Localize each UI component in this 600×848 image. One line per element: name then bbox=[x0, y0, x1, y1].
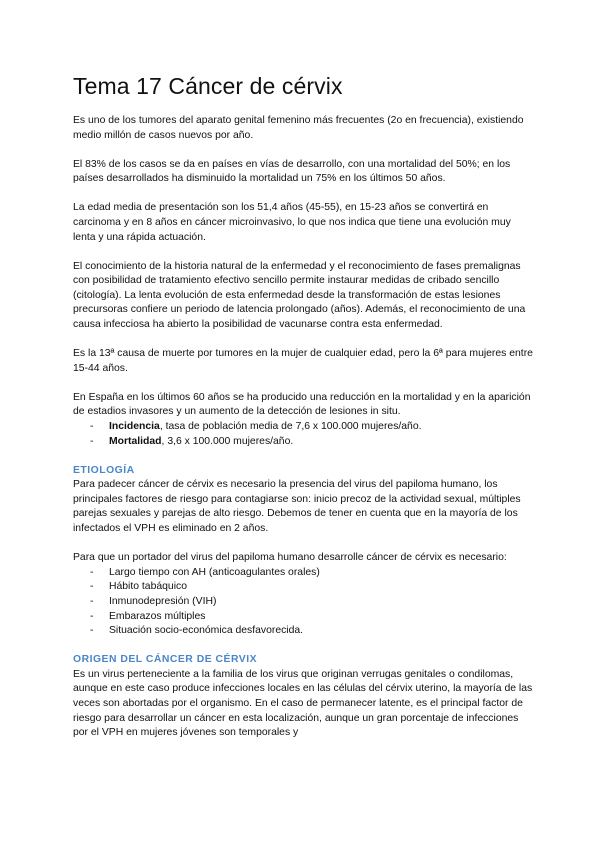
list-item-term: Mortalidad bbox=[109, 435, 162, 447]
natural-history-paragraph: El conocimiento de la historia natural de la enfermedad y el reconocimiento de fases premalignas con posibilidad de tratamiento efectivo sencillo permite instaurar medidas de cribado sencillo (citología). La lenta evolución de esta enfermedad desde la transformación de estas lesiones precursoras confiere un periodo de latencia prolongado (años). Además, el reconocimiento de una causa infecciosa ha abierto la posibilidad de vacunarse contra esta enfermedad. bbox=[73, 260, 526, 331]
risk-factors-list bbox=[73, 566, 535, 639]
list-item: - Largo tiempo con AH (anticoagulantes orales) bbox=[73, 566, 535, 581]
list-item: - Situación socio-económica desfavorecida. bbox=[73, 624, 535, 639]
stats-list bbox=[73, 420, 535, 449]
list-item: - Inmunodepresión (VIH) bbox=[73, 595, 535, 610]
document-page bbox=[73, 72, 535, 755]
list-item: - Embarazos múltiples bbox=[73, 610, 535, 625]
age-paragraph: La edad media de presentación son los 51,4 años (45-55), en 15-23 años se convertirá en carcinoma y en 8 años en cáncer microinvasivo, lo que nos indica que tiene una evolución muy lenta y una rápida actuación. bbox=[73, 202, 511, 243]
origen-paragraph: Es un virus perteneciente a la familia de los virus que originan verrugas genitales o condilomas, aunque en este caso produce infecciones locales en las células del cérvix uterino, la mayoría de las veces son abortadas por el organismo. En el caso de permanecer latente, es el principal factor de riesgo para desarrollar un cáncer en esta localización, aunque un gran porcentaje de infecciones por el VPH en mujeres jóvenes son temporales y bbox=[73, 668, 533, 739]
list-item-text: , 3,6 x 100.000 mujeres/año. bbox=[161, 435, 294, 447]
statistics-paragraph: El 83% de los casos se da en países en vías de desarrollo, con una mortalidad del 50%; en los países desarrollados ha disminuido la mortalidad un 75% en los últimos 50 años. bbox=[73, 158, 511, 185]
list-item-text: , tasa de población media de 7,6 x 100.000 mujeres/año. bbox=[159, 421, 422, 432]
intro-paragraph: Es uno de los tumores del aparato genital femenino más frecuentes (2o en frecuencia), existiendo medio millón de casos nuevos por año. bbox=[73, 115, 524, 141]
etiologia-requirements-paragraph: Para que un portador del virus del papiloma humano desarrolle cáncer de cérvix es necesario: bbox=[73, 552, 507, 564]
list-item bbox=[73, 420, 535, 435]
list-item: - Hábito tabáquico bbox=[73, 580, 535, 595]
section-heading-etiologia: ETIOLOGÍA bbox=[73, 464, 135, 476]
spain-paragraph: En España en los últimos 60 años se ha producido una reducción en la mortalidad y en la aparición de estadios invasores y un aumento de la detección de lesiones in situ. bbox=[73, 391, 531, 418]
list-item bbox=[73, 435, 535, 450]
section-heading-origen: ORIGEN DEL CÁNCER DE CÉRVIX bbox=[73, 654, 258, 666]
list-item-term: Incidencia bbox=[109, 421, 160, 432]
page-title: Tema 17 Cáncer de cérvix bbox=[73, 73, 343, 99]
etiologia-paragraph: Para padecer cáncer de cérvix es necesario la presencia del virus del papiloma humano, los principales factores de riesgo para contagiarse son: inicio precoz de la actividad sexual, múltiples parejas sexuales y parejas de alto riesgo. Debemos de tener en cuenta que en la mayoría de los infectados el VPH es eliminado en 2 años. bbox=[73, 479, 521, 535]
mortality-rank-paragraph: Es la 13ª causa de muerte por tumores en la mujer de cualquier edad, pero la 6ª para mujeres entre 15-44 años. bbox=[73, 348, 533, 374]
